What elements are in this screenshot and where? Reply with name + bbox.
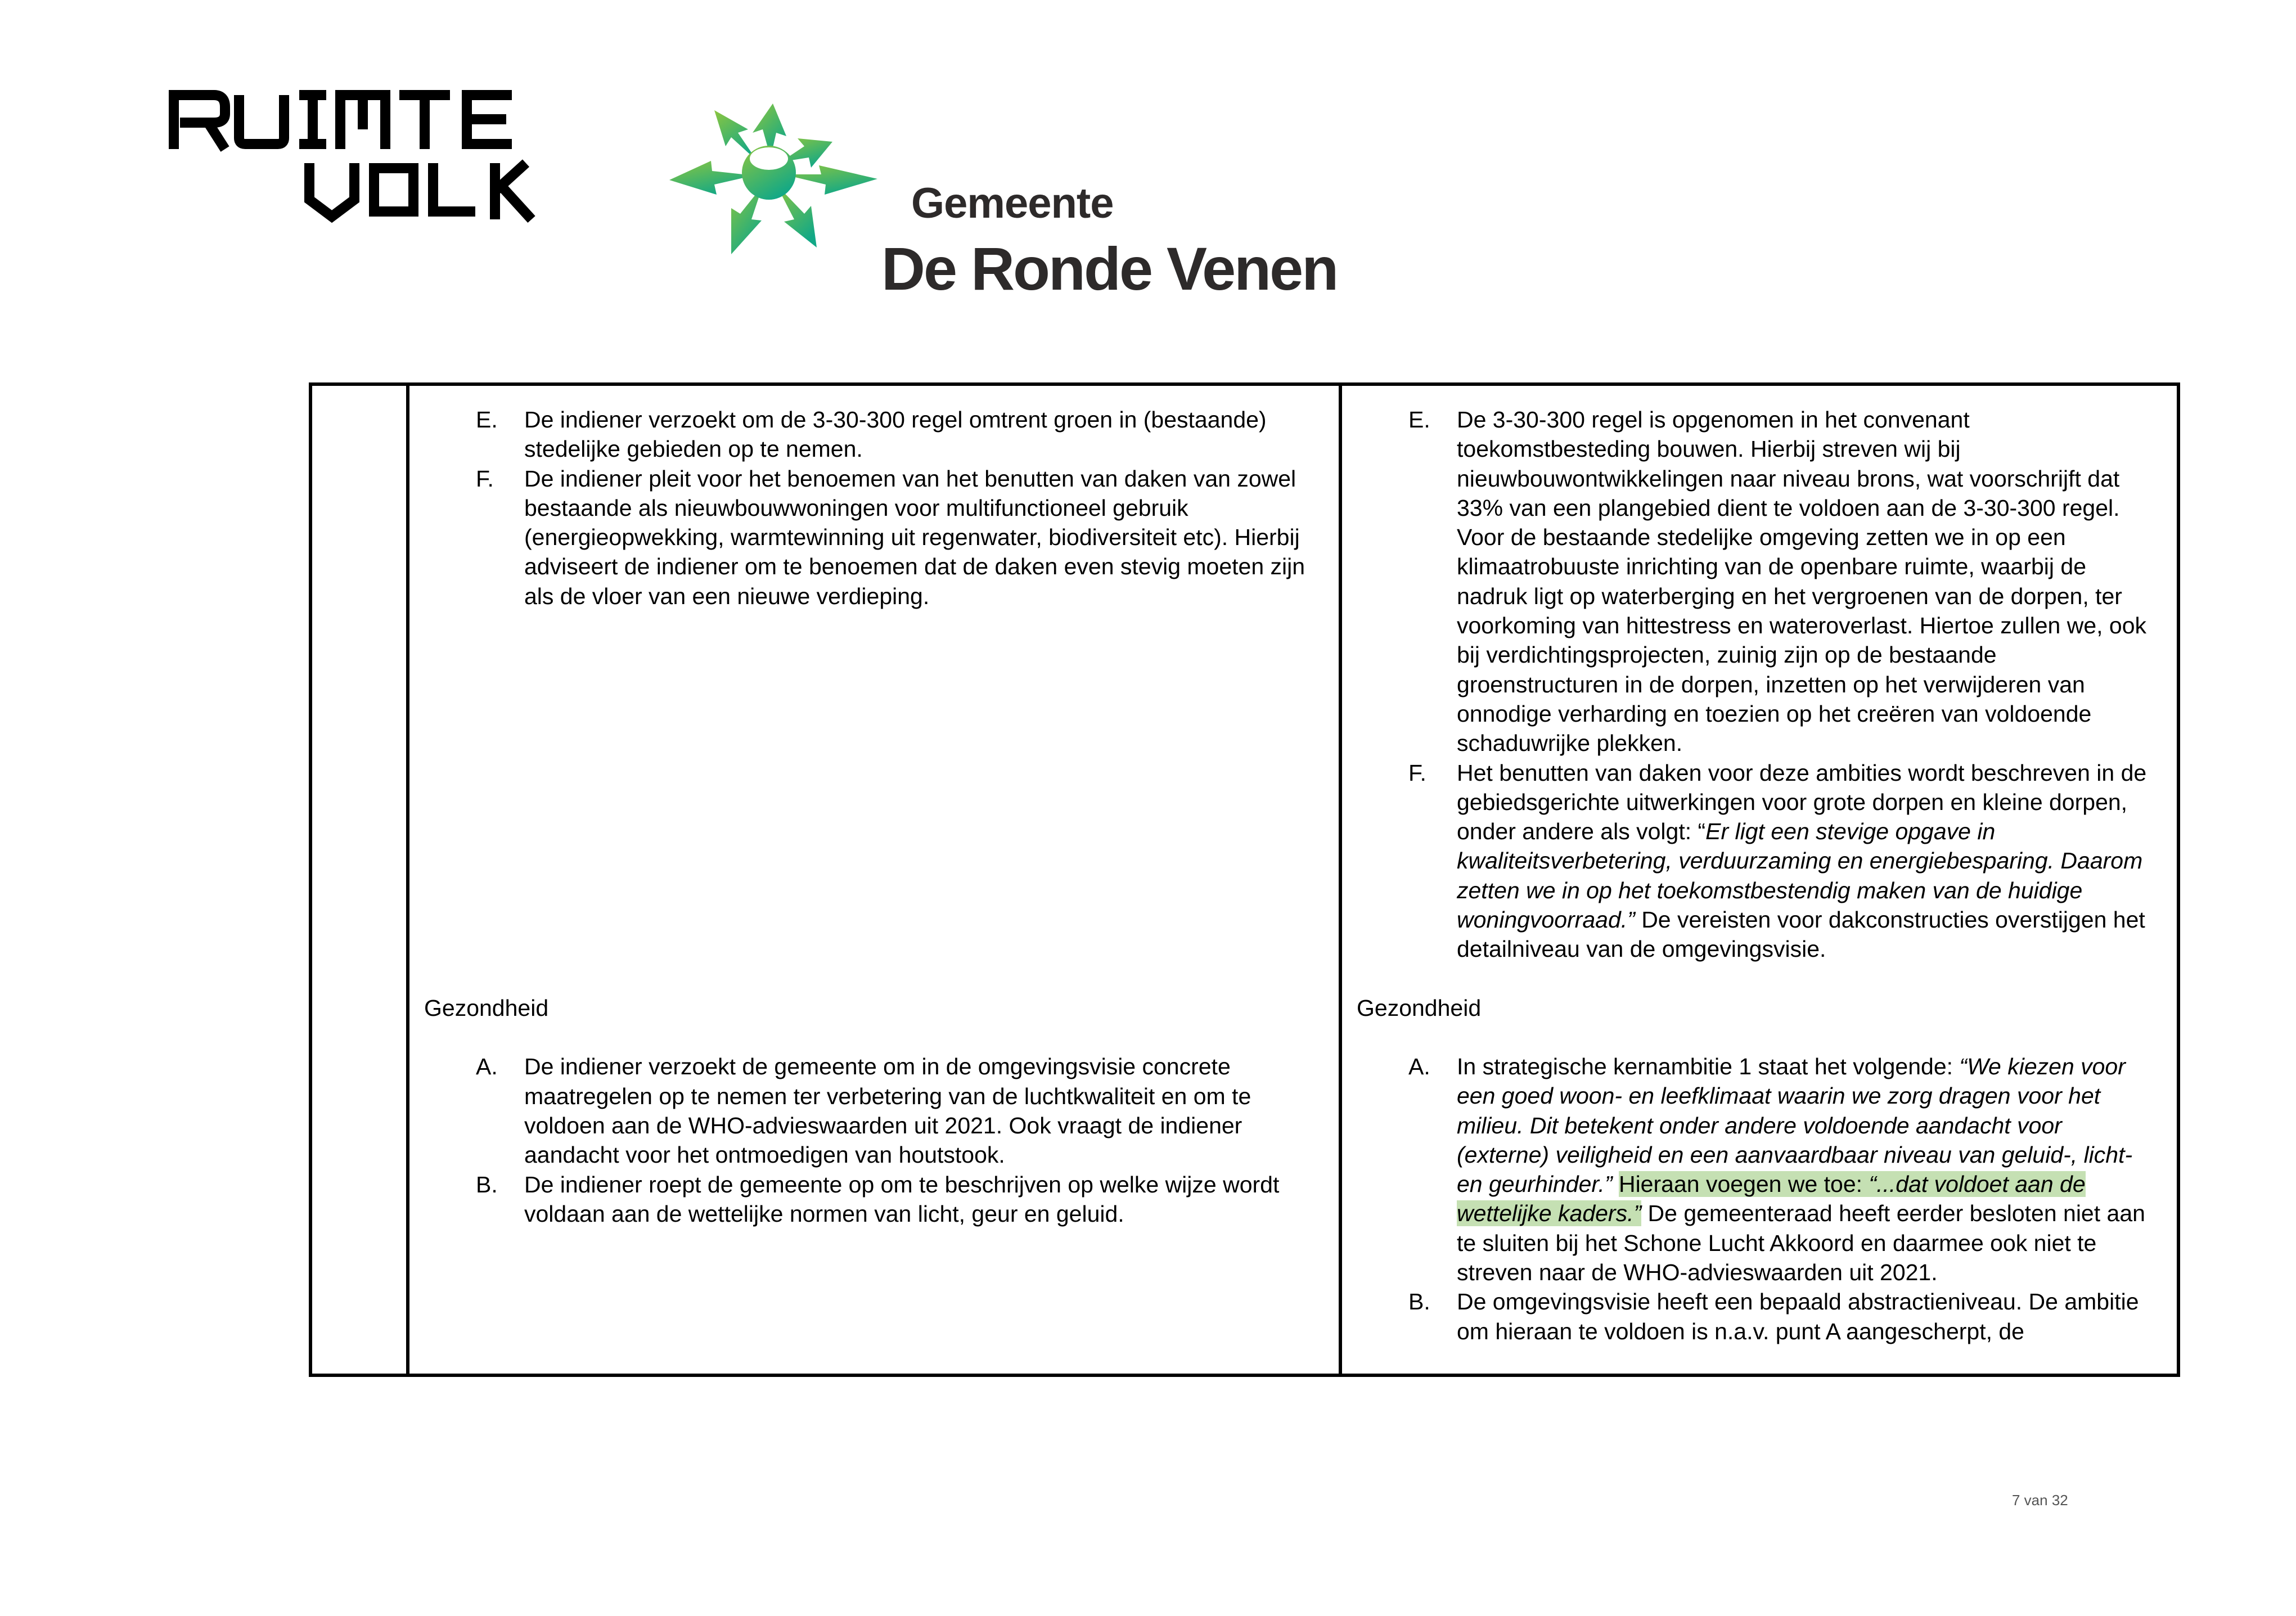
list-text: De vereisten voor dakconstructies overstijgen het detailniveau van de omgevingsvisie. xyxy=(1457,907,2145,962)
list-text: De indiener roept de gemeente op om te beschrijven op welke wijze wordt voldaan aan de wettelijke normen van licht, geur en geluid. xyxy=(524,1171,1280,1227)
list-label: B. xyxy=(476,1171,498,1198)
page-number: 7 van 32 xyxy=(2012,1492,2068,1509)
table-cell-submission xyxy=(408,384,1340,1375)
list-label: E. xyxy=(1408,407,1430,433)
gemeente-label: Gemeente xyxy=(911,179,1114,227)
quote-text: Er ligt een stevige opgave in kwaliteitsverbetering, verduurzaming en energiebesparing. Daarom zetten we in op het toekomstbestendig maken van de huidige woningvoorraad.” xyxy=(1457,818,2143,933)
list-label: F. xyxy=(1408,759,1426,786)
list-label: F. xyxy=(476,465,494,492)
list-item xyxy=(409,1170,1327,1229)
table-cell-empty xyxy=(310,384,408,1375)
section-heading: Gezondheid xyxy=(424,995,549,1021)
gemeente-name: De Ronde Venen xyxy=(881,235,1338,303)
list-item xyxy=(1342,1287,2160,1346)
list-text: De indiener verzoekt om de 3-30-300 regel omtrent groen in (bestaande) stedelijke gebieden op te nemen. xyxy=(524,407,1267,462)
list-text: De indiener pleit voor het benoemen van het benutten van daken van zowel bestaande als nieuwbouwwoningen voor multifunctioneel gebruik (energieopwekking, warmtewinning uit regenwater, biodiversiteit etc). Hierbij adviseert de indiener om te benoemen dat de daken even stevig moeten zijn als de vloer van een nieuwe verdieping. xyxy=(524,465,1305,609)
list-text: Het benutten van daken voor deze ambities wordt beschreven in de gebiedsgerichte uitwerkingen voor grote dorpen en kleine dorpen, onder andere als volgt: “ xyxy=(1457,759,2147,845)
list-item xyxy=(1342,758,2160,964)
list-item xyxy=(1342,1052,2160,1287)
response-table xyxy=(309,382,2180,1377)
highlighted-quote: “...dat voldoet aan de wettelijke kaders.” xyxy=(1457,1171,2086,1227)
list-item xyxy=(1342,405,2160,758)
table-row xyxy=(310,384,2178,1375)
list-label: A. xyxy=(476,1054,498,1080)
list-text: De omgevingsvisie heeft een bepaald abstractieniveau. De ambitie om hieraan te voldoen is n.a.v. punt A aangescherpt, de xyxy=(1457,1289,2139,1344)
quote-text: “We kiezen voor een goed woon- en leefklimaat waarin we zorg dragen voor het milieu. Dit betekent onder andere voldoende aandacht voor (externe) veiligheid en een aanvaardbaar niveau van geluid-, licht- en geurhinder.” xyxy=(1457,1053,2133,1198)
list-label: E. xyxy=(476,407,498,433)
list-text: De gemeenteraad heeft eerder besloten niet aan te sluiten bij het Schone Lucht Akkoord en daarmee ook niet te streven naar de WHO-advieswaarden uit 2021. xyxy=(1457,1200,2145,1286)
list-text: In strategische kernambitie 1 staat het volgende: xyxy=(1457,1053,1960,1079)
highlighted-text: Hieraan voegen we toe: xyxy=(1618,1171,1869,1198)
list-text: De indiener verzoekt de gemeente om in de omgevingsvisie concrete maatregelen op te nemen ter verbetering van de luchtkwaliteit en om te voldoen aan de WHO-advieswaarden uit 2021. Ook vraagt de indiener aandacht voor het ontmoedigen van houtstook. xyxy=(524,1054,1251,1168)
list-label: B. xyxy=(1408,1289,1430,1315)
section-heading: Gezondheid xyxy=(1357,994,1482,1021)
list-item xyxy=(409,405,1327,464)
list-item xyxy=(409,464,1327,611)
list-item xyxy=(409,1052,1327,1169)
table-cell-response xyxy=(1340,384,2178,1375)
ruimtevolk-logo xyxy=(169,90,568,225)
de-ronde-venen-logo-mark xyxy=(652,96,889,264)
list-label: A. xyxy=(1408,1053,1430,1079)
list-text: De 3-30-300 regel is opgenomen in het convenant toekomstbesteding bouwen. Hierbij streven wij bij nieuwbouwontwikkelingen naar niveau brons, wat voorschrijft dat 33% van een plangebied dient te voldoen aan de 3-30-300 regel. Voor de bestaande stedelijke omgeving zetten we in op een klimaatrobuuste inrichting van de openbare ruimte, waarbij de nadruk ligt op waterberging en het vergroenen van de dorpen, ter voorkoming van hittestress en wateroverlast. Hiertoe zullen we, ook bij verdichtingsprojecten, zuinig zijn op de bestaande groenstructuren in de dorpen, inzetten op het verwijderen van onnodige verharding en toezien op het creëren van voldoende schaduwrijke plekken. xyxy=(1457,407,2147,757)
